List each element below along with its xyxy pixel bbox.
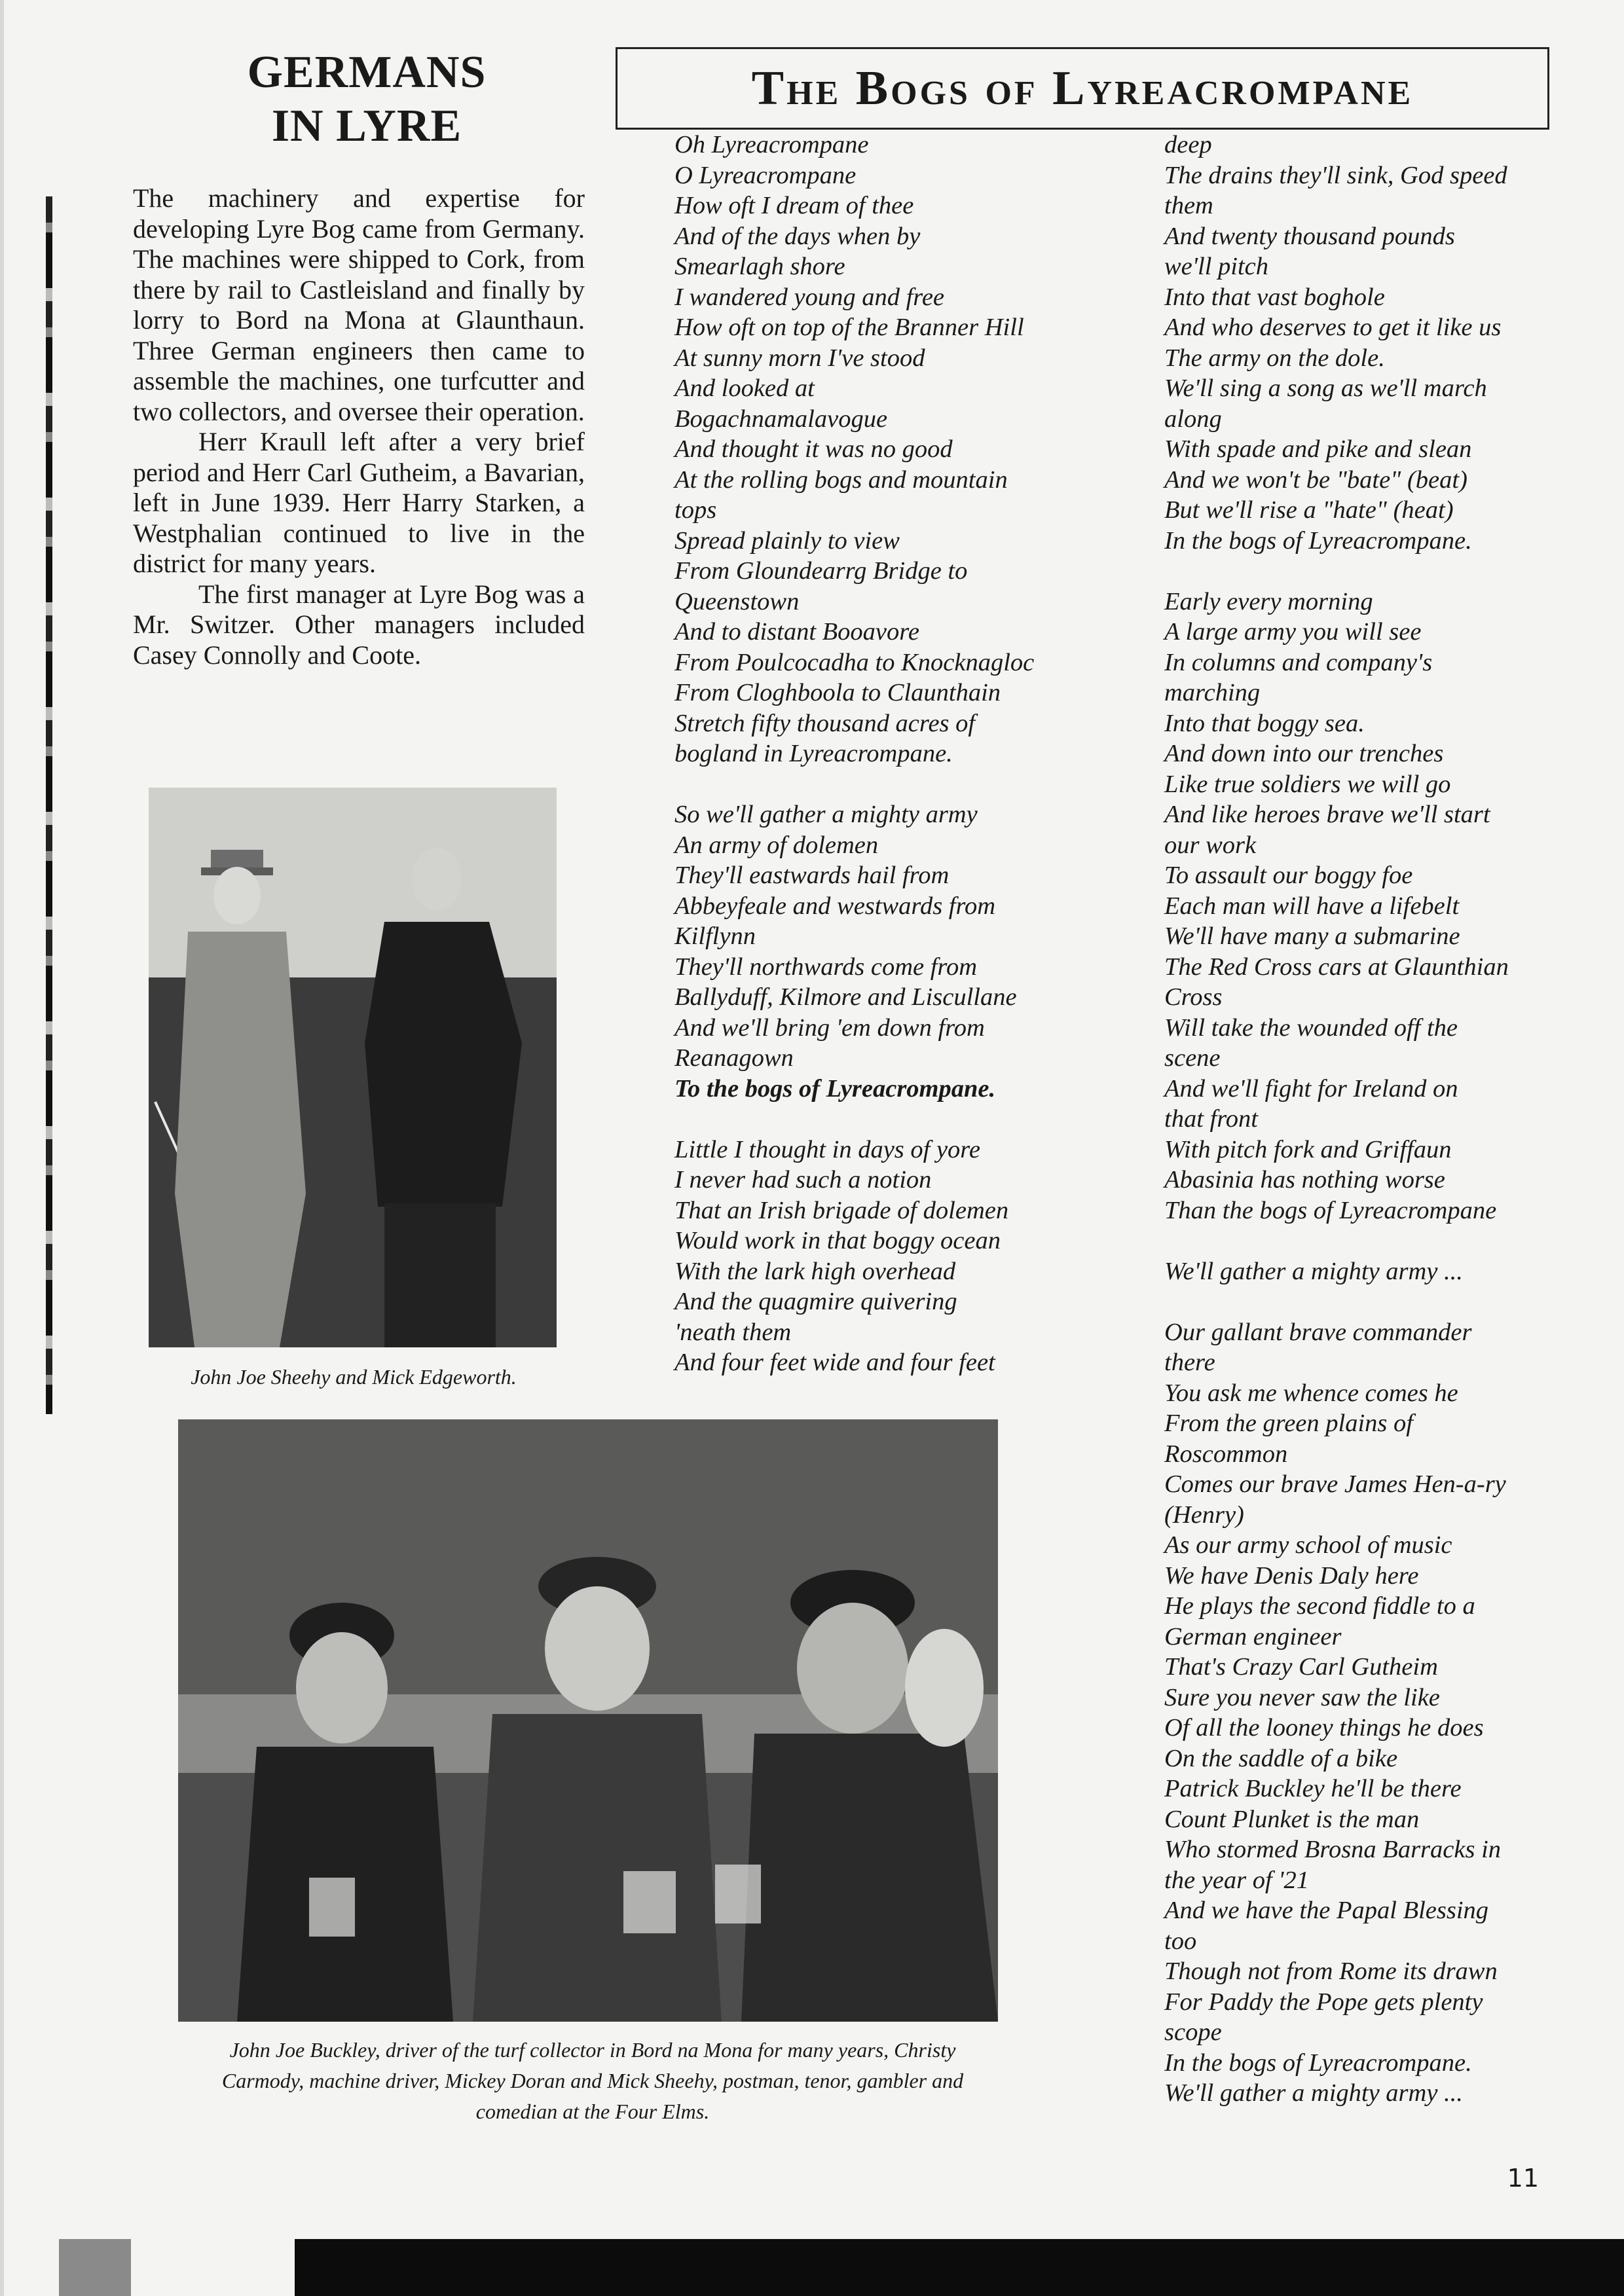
song-line: I wandered young and free [674,283,944,311]
song-line: To assault our boggy foe [1164,862,1413,889]
song-line: With spade and pike and slean [1164,435,1472,463]
stanza-gap [674,1104,1133,1135]
song-line: our work [1164,831,1257,859]
song-line: (Henry) [1164,1501,1244,1529]
song-line: Abbeyfeale and westwards from [674,892,996,920]
song-line: In the bogs of Lyreacrompane. [1164,526,1472,555]
song-line: there [1164,1349,1215,1376]
song-line: That an Irish brigade of dolemen [674,1196,1009,1224]
song-line: And twenty thousand pounds [1164,222,1455,250]
song-line: He plays the second fiddle to a [1164,1592,1475,1620]
scan-edge-dark [295,2239,1624,2296]
song-line: In the bogs of Lyreacrompane. [1164,2049,1472,2077]
song-column-right [1164,130,1557,2109]
song-line: that front [1164,1105,1258,1133]
song-line: scene [1164,1044,1221,1072]
photo-sheehy-edgeworth [149,788,557,1347]
song-line: scope [1164,2018,1222,2046]
germans-paragraph: The machinery and expertise for developing Lyre Bog came from Germany. The machines were shipped to Cork, from there by rail to Castleisland and finally by lorry to Bord na Mona at Glaunthaun. Three German engineers then came to assemble the machines, one turfcutter and two collectors, and oversee their operation. [133,183,585,426]
song-line: Reanagown [674,1044,794,1072]
song-line: marching [1164,679,1261,706]
song-line: At the rolling bogs and mountain [674,465,1008,494]
song-line: We'll sing a song as we'll march [1164,374,1487,402]
germans-title-line1: GERMANS [247,47,487,98]
song-line: Comes our brave James Hen-a-ry [1164,1470,1506,1498]
song-line: The Red Cross cars at Glaunthian [1164,953,1509,981]
song-title: The Bogs of Lyreacrompane [751,61,1414,115]
song-line: too [1164,1927,1197,1955]
song-line: From Poulcocadha to Knocknagloc [674,648,1035,676]
song-line: And we won't be "bate" (beat) [1164,465,1467,494]
song-line: You ask me whence comes he [1164,1379,1458,1407]
song-line: We'll gather a mighty army ... [1164,1257,1463,1285]
song-column-middle [674,130,1133,1378]
song-line: With the lark high overhead [674,1257,956,1285]
song-line: A large army you will see [1164,618,1422,646]
song-line: We have Denis Daly here [1164,1561,1419,1590]
scan-edge-grey [59,2239,131,2296]
song-line: Sure you never saw the like [1164,1683,1440,1711]
song-line: Would work in that boggy ocean [674,1227,1001,1254]
binding-edge [46,196,52,1414]
song-line: Into that vast boghole [1164,283,1385,311]
song-line: the year of '21 [1164,1866,1309,1894]
song-line: From Cloghboola to Claunthain [674,679,1001,706]
stanza-gap [1164,556,1557,587]
song-line: To the bogs of Lyreacrompane. [674,1074,996,1102]
song-line: bogland in Lyreacrompane. [674,740,953,767]
photo2-caption [138,2035,1048,2127]
song-line: Though not from Rome its drawn [1164,1958,1498,1985]
song-title-box [616,47,1549,130]
song-line: Oh Lyreacrompane [674,131,869,158]
song-line: Abasinia has nothing worse [1164,1166,1445,1194]
song-line: We'll have many a submarine [1164,922,1460,950]
song-line: Will take the wounded off the [1164,1013,1458,1042]
song-line: And we have the Papal Blessing [1164,1897,1489,1924]
song-line: Of all the looney things he does [1164,1714,1484,1741]
song-line: Kilflynn [674,922,756,950]
photo2-caption-line: Carmody, machine driver, Mickey Doran and Mick Sheehy, postman, tenor, gambler and [221,2069,964,2092]
song-line: And down into our trenches [1164,740,1444,767]
page-number: 11 [1507,2164,1539,2193]
photo-group-image [178,1419,998,2022]
song-line: German engineer [1164,1622,1342,1650]
germans-paragraph: The first manager at Lyre Bog was a Mr. Switzer. Other managers included Casey Connolly and Coote. [133,579,585,670]
song-line: Smearlagh shore [674,253,845,280]
song-line: So we'll gather a mighty army [674,801,978,828]
song-line: Early every morning [1164,587,1373,615]
song-line: From Gloundearrg Bridge to [674,557,968,585]
song-line: And like heroes brave we'll start [1164,801,1490,828]
page-spine [0,0,4,2296]
stanza-gap [674,769,1133,800]
song-line: That's Crazy Carl Gutheim [1164,1653,1438,1681]
song-line: But we'll rise a "hate" (heat) [1164,496,1454,524]
song-line: The army on the dole. [1164,344,1385,372]
song-line: And four feet wide and four feet [674,1349,995,1376]
song-line: And of the days when by [674,222,921,250]
germans-article-body [133,183,585,670]
stanza-gap [1164,1286,1557,1317]
song-line: Patrick Buckley he'll be there [1164,1775,1462,1802]
song-line: And thought it was no good [674,435,953,463]
song-line: How oft I dream of thee [674,192,914,219]
song-line: They'll eastwards hail from [674,862,950,889]
germans-title-line2: IN LYRE [271,101,462,151]
stanza-gap [1164,1226,1557,1256]
song-line: along [1164,405,1222,433]
song-line: Queenstown [674,587,800,615]
photo-two-men-image [149,788,557,1347]
song-line: Stretch fifty thousand acres of [674,709,976,737]
song-line: Cross [1164,983,1223,1011]
song-line: And we'll fight for Ireland on [1164,1074,1458,1102]
song-line: And looked at [674,374,815,402]
song-line: Into that boggy sea. [1164,709,1365,737]
song-line: Little I thought in days of yore [674,1135,980,1163]
song-line: Each man will have a lifebelt [1164,892,1460,920]
song-line: Count Plunket is the man [1164,1805,1420,1833]
song-line: For Paddy the Pope gets plenty [1164,1988,1483,2016]
germans-paragraph: Herr Kraull left after a very brief period and Herr Carl Gutheim, a Bavarian, left in June 1939. Herr Harry Starken, a Westphalian continued to live in the district for many years. [133,427,585,578]
song-line: With pitch fork and Griffaun [1164,1135,1452,1163]
song-line: we'll pitch [1164,253,1269,280]
song-line: Than the bogs of Lyreacrompane [1164,1196,1497,1224]
song-line: They'll northwards come from [674,953,978,981]
song-line: And who deserves to get it like us [1164,314,1502,341]
song-line: An army of dolemen [674,831,879,859]
song-line: Like true soldiers we will go [1164,770,1451,798]
song-line: I never had such a notion [674,1166,932,1194]
song-line: The drains they'll sink, God speed [1164,161,1507,189]
photo2-caption-line: John Joe Buckley, driver of the turf collector in Bord na Mona for many years, Christy [229,2038,956,2062]
song-line: And the quagmire quivering [674,1288,957,1315]
song-line: them [1164,192,1213,219]
song-line: From the green plains of [1164,1410,1413,1437]
song-line: Our gallant brave commander [1164,1318,1472,1346]
song-line: Bogachnamalavogue [674,405,888,433]
song-line: We'll gather a mighty army ... [1164,2079,1463,2107]
song-line: In columns and company's [1164,648,1433,676]
song-line: As our army school of music [1164,1531,1452,1559]
song-line: Who stormed Brosna Barracks in [1164,1836,1502,1863]
photo1-caption: John Joe Sheehy and Mick Edgeworth. [191,1365,517,1389]
photo2-caption-line: comedian at the Four Elms. [475,2100,710,2123]
photo-four-elms-group [178,1419,998,2022]
song-line: Ballyduff, Kilmore and Liscullane [674,983,1017,1011]
song-line: And to distant Booavore [674,618,919,646]
song-line: O Lyreacrompane [674,161,857,189]
song-line: deep [1164,131,1212,158]
song-line: At sunny morn I've stood [674,344,925,372]
song-line: tops [674,496,717,524]
song-line: Spread plainly to view [674,526,900,555]
song-line: Roscommon [1164,1440,1288,1468]
song-line: How oft on top of the Branner Hill [674,314,1024,341]
song-line: On the saddle of a bike [1164,1744,1398,1772]
germans-title [151,46,583,153]
song-line: 'neath them [674,1318,792,1346]
song-line: And we'll bring 'em down from [674,1013,985,1042]
